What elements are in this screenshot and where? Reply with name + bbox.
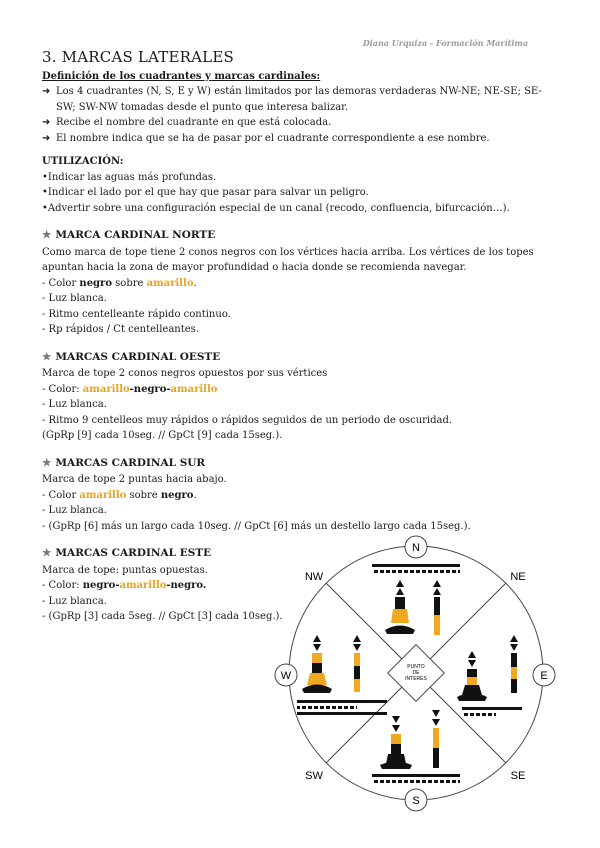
star-icon: ★ bbox=[42, 229, 52, 241]
sw-label: SW bbox=[305, 770, 323, 782]
page-title: 3. MARCAS LATERALES bbox=[42, 48, 234, 66]
west-label: W bbox=[280, 670, 292, 682]
se-label: SE bbox=[510, 770, 526, 782]
oeste-desc: Marca de tope 2 conos negros opuestos por sus vértices bbox=[42, 368, 328, 379]
cardinal-marks-diagram bbox=[272, 533, 572, 833]
sur-color: - Color amarillo sobre negro. bbox=[42, 489, 197, 501]
norte-heading: ★ MARCA CARDINAL NORTE bbox=[42, 229, 216, 241]
definition-heading: Definición de los cuadrantes y marcas cardinales: bbox=[42, 70, 321, 82]
star-icon: ★ bbox=[42, 547, 52, 559]
star-icon: ★ bbox=[42, 350, 52, 363]
definition-item: ➜ El nombre indica que se ha de pasar por el cuadrante correspondiente a ese nombre. bbox=[42, 131, 557, 147]
oeste-color: - Color: amarillo-negro-amarillo bbox=[42, 383, 218, 395]
north-label: N bbox=[412, 542, 420, 554]
este-grupo: - (GpRp [3] cada 5seg. // GpCt [3] cada 10seg.). bbox=[42, 611, 283, 622]
east-spar-mark bbox=[510, 635, 518, 693]
north-buoy bbox=[385, 580, 415, 634]
west-light-pattern bbox=[297, 700, 387, 715]
este-desc: Marca de tope: puntas opuestas. bbox=[42, 564, 208, 576]
este-heading: ★ MARCAS CARDINAL ESTE bbox=[42, 547, 212, 559]
poi-label-2: DE bbox=[412, 670, 420, 676]
star-icon: ★ bbox=[42, 456, 52, 469]
norte-desc: Como marca de tope tiene 2 conos negros con los vértices hacia arriba. Los vértices de los topes apuntan hacia la zona de mayor profundidad o hacia donde se recomienda navegar. bbox=[42, 246, 534, 273]
poi-label-1: PUNTO bbox=[407, 664, 425, 670]
ne-label: NE bbox=[510, 571, 526, 583]
sur-grupo: - (GpRp [6] más un largo cada 10seg. // GpCt [6] más un destello largo cada 15seg.). bbox=[42, 520, 471, 532]
norte-luz: - Luz blanca. bbox=[42, 293, 107, 304]
arrow-icon: ➜ bbox=[42, 132, 51, 144]
este-color: - Color: negro-amarillo-negro. bbox=[42, 580, 207, 591]
sur-heading: ★ MARCAS CARDINAL SUR bbox=[42, 456, 206, 469]
north-light-pattern bbox=[372, 564, 460, 573]
south-buoy bbox=[380, 716, 412, 769]
east-label: E bbox=[540, 670, 548, 682]
sur-luz: - Luz blanca. bbox=[42, 505, 107, 516]
norte-rp: - Rp rápidos / Ct centelleantes. bbox=[42, 324, 199, 335]
oeste-heading: ★ MARCAS CARDINAL OESTE bbox=[42, 350, 221, 363]
oeste-luz: - Luz blanca. bbox=[42, 399, 107, 410]
utilizacion-item: •Advertir sobre una configuración especial de un canal (recodo, confluencia, bifurcación…). bbox=[42, 202, 510, 214]
definition-item: ➜ Recibe el nombre del cuadrante en que está colocada. bbox=[42, 115, 557, 131]
south-spar-mark bbox=[432, 710, 440, 768]
oeste-grupo: (GpRp [9] cada 10seg. // GpCt [9] cada 15seg.). bbox=[42, 430, 283, 441]
east-buoy bbox=[457, 651, 487, 701]
definition-item: ➜ Los 4 cuadrantes (N, S, E y W) están limitados por las demoras verdaderas NW-NE; NE-SE; SE-SW; SW-NW tomadas desde el punto que interesa balizar. bbox=[42, 86, 542, 113]
este-luz: - Luz blanca. bbox=[42, 595, 107, 607]
arrow-icon: ➜ bbox=[42, 86, 51, 97]
west-spar-mark bbox=[353, 635, 361, 692]
south-label: S bbox=[412, 795, 420, 807]
page-header-author: Diana Urquiza - Formación Marítima bbox=[362, 38, 528, 48]
norte-ritmo: - Ritmo centelleante rápido continuo. bbox=[42, 308, 231, 320]
south-light-pattern bbox=[372, 774, 460, 783]
utilizacion-heading: UTILIZACIÓN: bbox=[42, 156, 124, 167]
east-light-pattern bbox=[462, 707, 522, 716]
utilizacion-item: •Indicar el lado por el que hay que pasar para salvar un peligro. bbox=[42, 187, 369, 198]
norte-color: - Color negro sobre amarillo. bbox=[42, 277, 197, 289]
utilizacion-item: •Indicar las aguas más profundas. bbox=[42, 171, 217, 183]
oeste-ritmo: - Ritmo 9 centelleos muy rápidos o rápidos seguidos de un periodo de oscuridad. bbox=[42, 414, 453, 426]
sur-desc: Marca de tope 2 puntas hacia abajo. bbox=[42, 474, 227, 485]
north-spar-mark bbox=[433, 580, 441, 635]
nw-label: NW bbox=[304, 571, 324, 583]
arrow-icon: ➜ bbox=[42, 117, 51, 128]
west-buoy bbox=[302, 635, 332, 693]
poi-label-3: INTERÉS bbox=[405, 676, 427, 682]
